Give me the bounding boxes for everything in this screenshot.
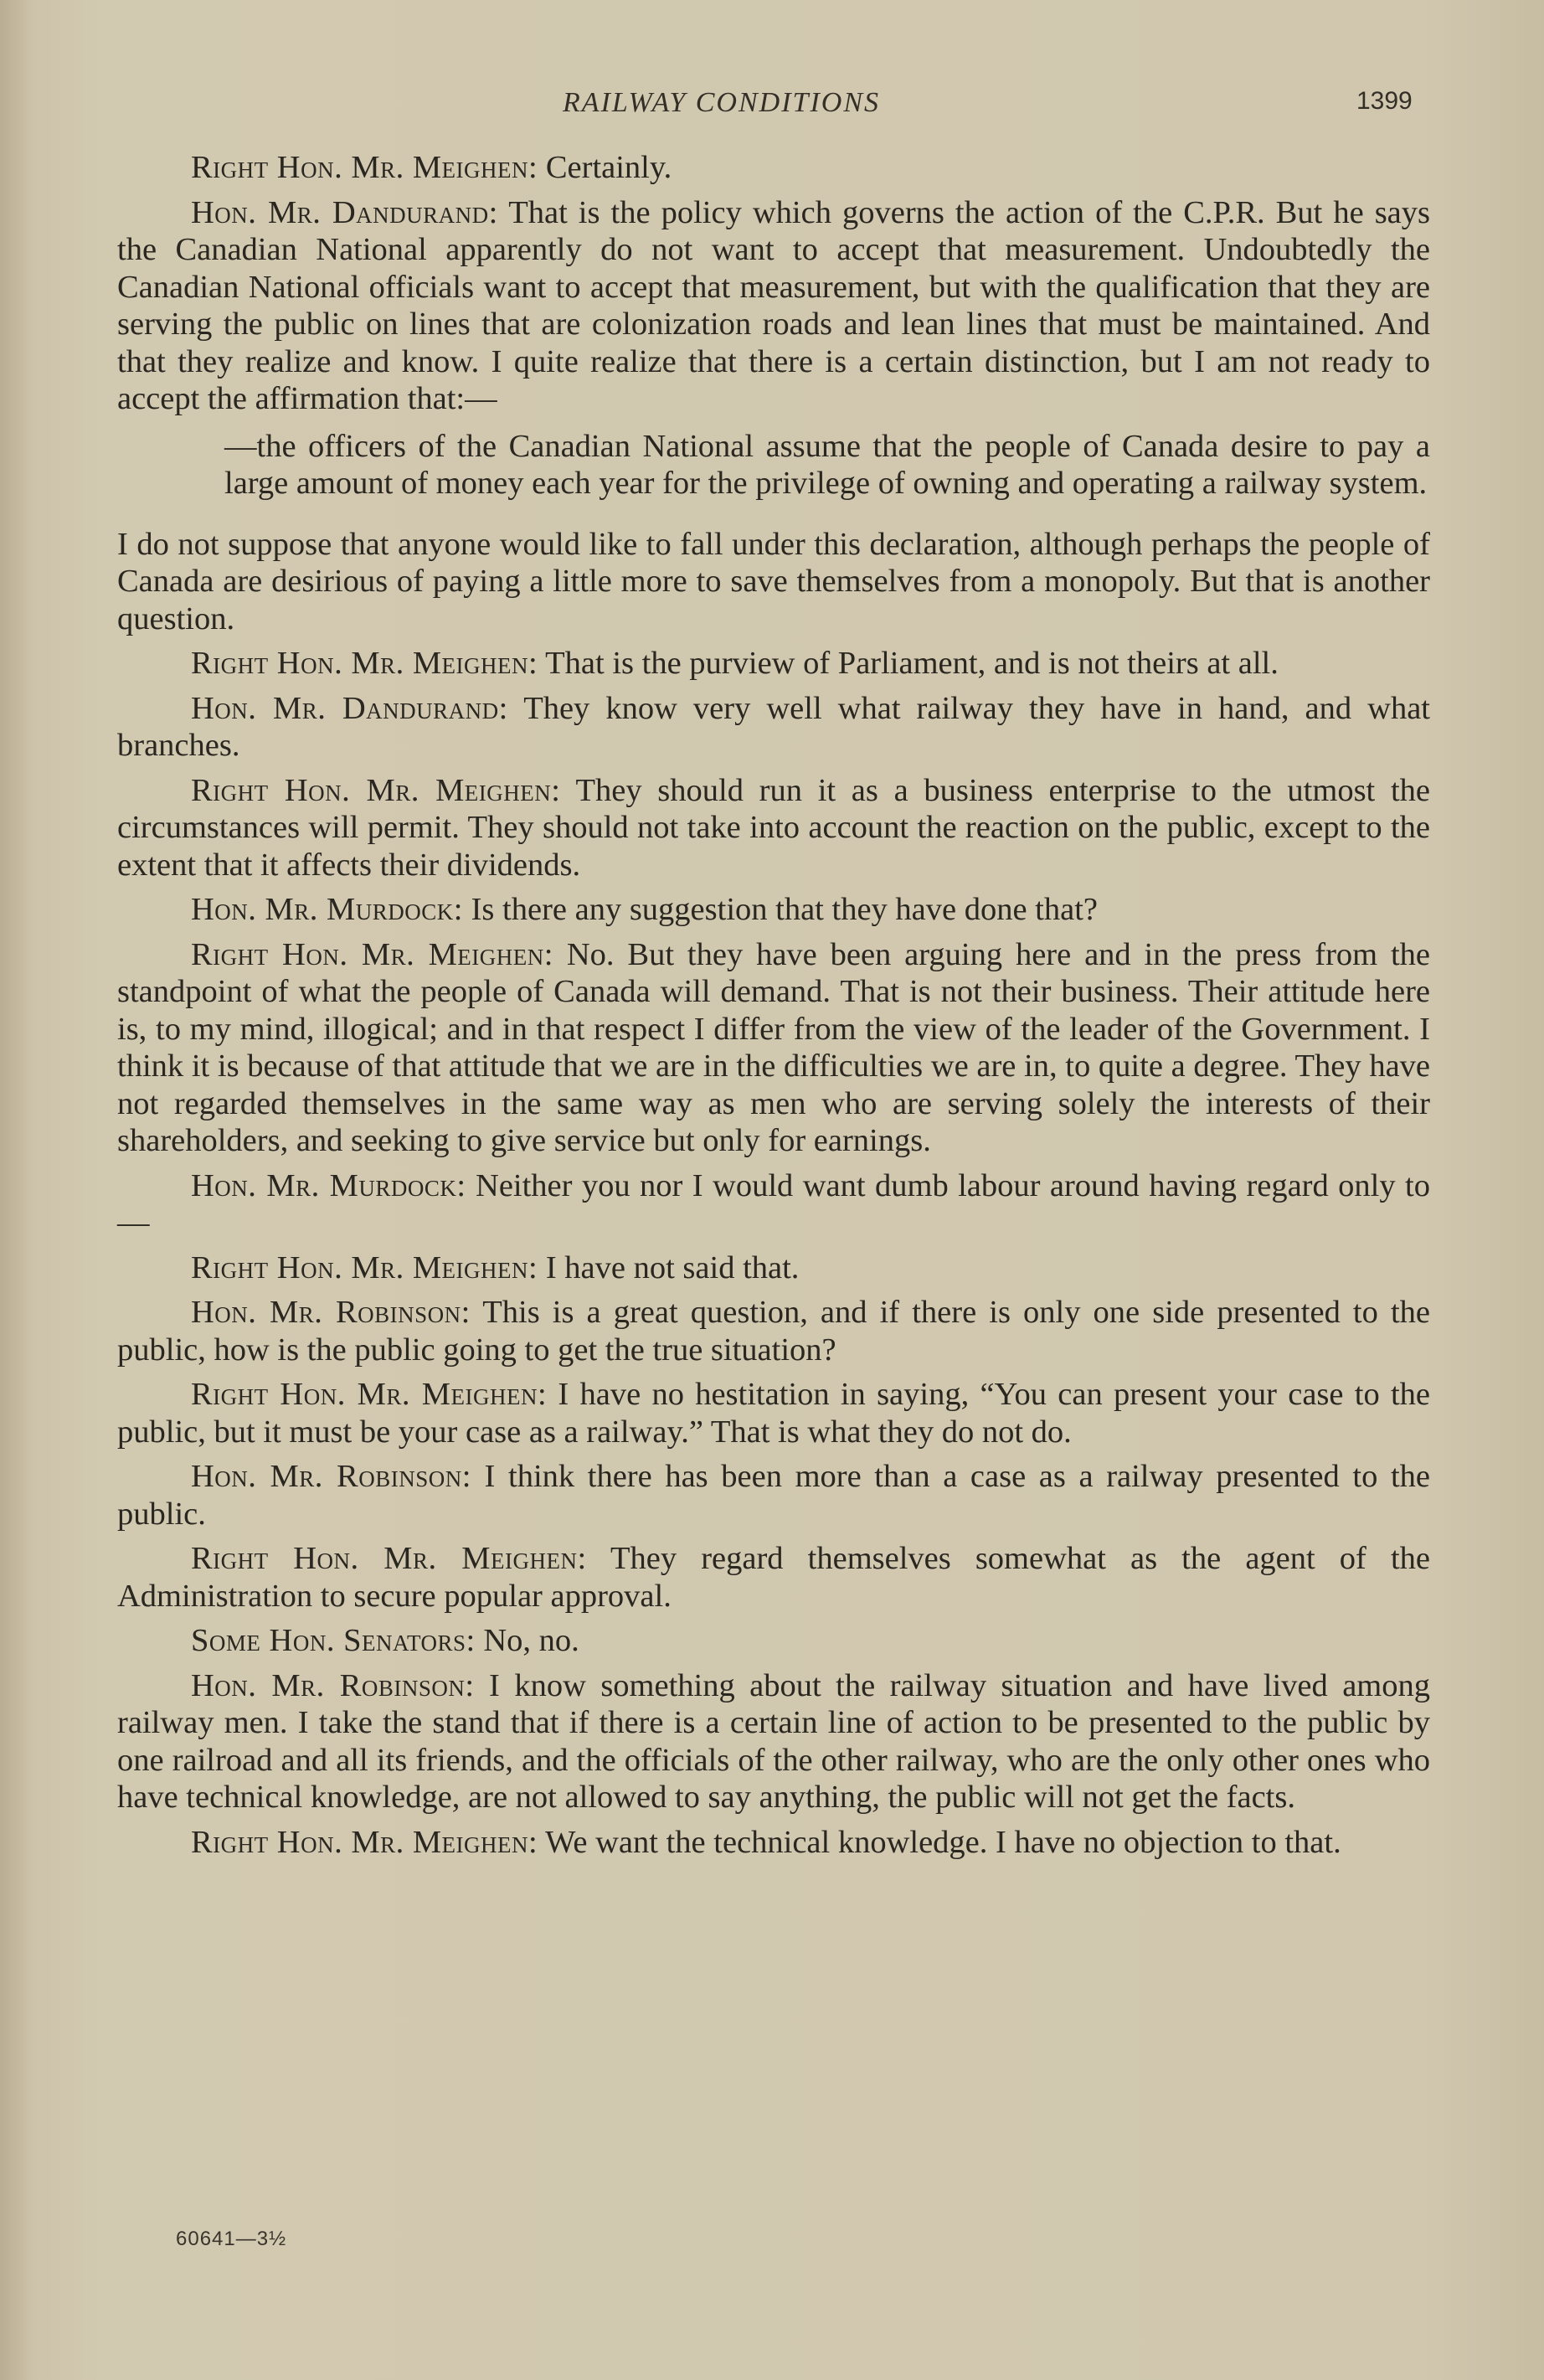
paragraph-text: They regard themselves somewhat as the agent of the Administration to secure popular approval. [117,1541,1430,1614]
speaker-name: Right Hon. Mr. Meighen: [191,1824,538,1860]
paragraph [117,1458,1430,1533]
paragraph-text: Certainly. [538,150,672,185]
paragraph-text: That is the policy which governs the action of the C.P.R. But he says the Canadian National apparently do not want to accept that measurement. Undoubtedly the Canadian National officials want to accept that measurement, but with the qualification that they are serving the public on lines that are colonization roads and lean lines that must be maintained. And that they realize and know. I quite realize that there is a certain distinction, but I am not ready to accept the affirmation that:— [117,194,1431,416]
speaker-name: Hon. Mr. Robinson: [191,1459,471,1494]
speaker-name: Hon. Mr. Murdock: [191,892,463,927]
speaker-name: Hon. Mr. Dandurand: [191,690,508,726]
paragraph [117,645,1430,683]
paragraph [117,1622,1430,1660]
paragraph-text: I have not said that. [538,1249,800,1285]
speaker-name: Hon. Mr. Robinson: [191,1667,475,1703]
speaker-name: Right Hon. Mr. Meighen: [191,646,538,681]
speaker-name: Right Hon. Mr. Meighen: [191,936,553,972]
body-text [117,149,1430,1868]
paragraph-text: Is there any suggestion that they have done that? [462,892,1098,927]
quote-text: —the officers of the Canadian National assume that the people of Canada desire to pay a large amount of money each year for the privilege of owning and operating a railway system. [224,428,1430,501]
paragraph [117,1376,1430,1450]
paragraph [117,149,1430,187]
paragraph-text: I think there has been more than a case as a railway presented to the public. [117,1459,1430,1532]
paragraph-text: I have no hestitation in saying, “You can present your case to the public, but it must be your case as a railway.” That is what they do not do. [117,1377,1431,1450]
paragraph [117,1667,1430,1816]
paragraph [117,526,1430,638]
speaker-name: Hon. Mr. Murdock: [191,1167,466,1203]
paragraph-text: Neither you nor I would want dumb labour around having regard only to— [117,1167,1430,1240]
paragraph [117,1294,1430,1368]
speaker-name: Right Hon. Mr. Meighen: [191,772,561,808]
speaker-name: Hon. Mr. Robinson: [191,1295,471,1330]
paragraph [117,1540,1430,1615]
signature-mark: 60641—3½ [176,2228,287,2250]
paragraph-text: I do not suppose that anyone would like to fall under this declaration, although perhaps the people of Canada are desirious of paying a little more to save themselves from a monopoly. But that is another question. [117,526,1430,636]
paragraph [117,1249,1430,1287]
speaker-name: Hon. Mr. Dandurand: [191,194,498,230]
speaker-name: Right Hon. Mr. Meighen: [191,150,538,185]
block-quote [224,428,1430,502]
paragraph-text: They should run it as a business enterprise to the utmost the circumstances will permit. They should not take into account the reaction on the public, except to the extent that it affects their dividends. [117,772,1430,883]
paragraph [117,1824,1430,1862]
paragraph [117,891,1430,929]
paragraph-text: They know very well what railway they have in hand, and what branches. [117,690,1430,763]
paragraph-text: No. But they have been arguing here and in the press from the standpoint of what the people of Canada will demand. That is not their business. Their attitude here is, to my mind, illogical; and in that respect I differ from the view of the leader of the Government. I think it is because of that attitude that we are in the difficulties we are in, to quite a degree. They have not regarded themselves in the same way as men who are serving solely the interests of their shareholders, and seeking to give service but only for earnings. [117,936,1430,1158]
paragraph [117,936,1430,1160]
paragraph-text: I know something about the railway situation and have lived among railway men. I take the stand that if there is a certain line of action to be presented to the public by one railroad and all its friends, and the officials of the other railway, who are the only other ones who have technical knowledge, are not allowed to say anything, the public will not get the facts. [117,1667,1430,1815]
page-number: 1399 [1356,87,1413,115]
running-head-title: RAILWAY CONDITIONS [563,87,881,118]
paragraph-text: No, no. [475,1623,579,1658]
speaker-name: Some Hon. Senators: [191,1623,476,1658]
paragraph [117,194,1430,418]
paragraph [117,1167,1430,1242]
speaker-name: Right Hon. Mr. Meighen: [191,1541,587,1576]
paragraph-text: We want the technical knowledge. I have no objection to that. [538,1824,1341,1860]
speaker-name: Right Hon. Mr. Meighen: [191,1249,538,1285]
running-head [0,87,1544,124]
paragraph-text: This is a great question, and if there is only one side presented to the public, how is the public going to get the true situation? [117,1295,1430,1368]
paragraph [117,690,1430,765]
speaker-name: Right Hon. Mr. Meighen: [191,1377,548,1412]
paragraph-text: That is the purview of Parliament, and is not theirs at all. [538,646,1279,681]
paragraph [117,772,1430,884]
